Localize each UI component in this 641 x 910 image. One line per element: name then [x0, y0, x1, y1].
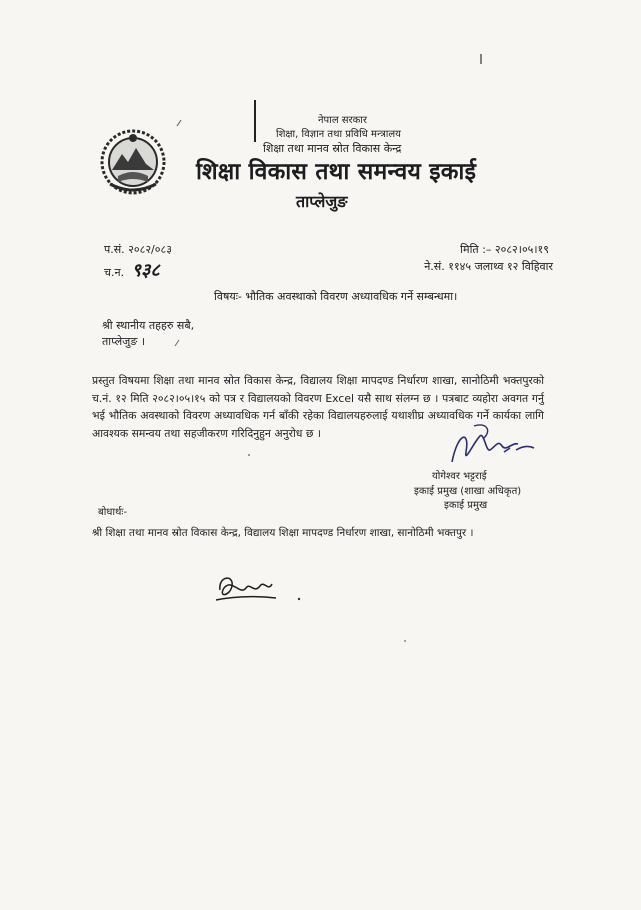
center-name: शिक्षा तथा मानव स्रोत विकास केन्द्र — [263, 142, 402, 155]
government-name: नेपाल सरकार — [318, 115, 367, 126]
ns-date: ने.सं. ११४५ जलाथ्व १२ विहिवार — [424, 260, 553, 273]
addressee-line-2: ताप्लेजुङ । — [102, 335, 145, 348]
dispatch-number: ९३८ — [131, 260, 160, 281]
scan-mark — [246, 450, 252, 460]
letter-body: प्रस्तुत विषयमा शिक्षा तथा मानव स्रोत विकास केन्द्र, विद्यालय शिक्षा मापदण्ड निर्धारण शाखा, सानोठिमी भक्तपुरको च.नं. १२ मिति २०८२।०५।१५ को पत्र र विद्यालयको विवरण Excel यसै साथ संलग्न छ । पत्रबाट व्यहोरा अवगत गर्नु भई भौतिक अवस्थाको विवरण अध्यावधिक गर्न बाँकी रहेका विद्यालयहरुलाई यथाशीघ्र अध्यावधिक गर्ने कार्यका लागि आवश्यक समन्वय तथा सहजीकरण गरिदिनुहुन अनुरोध छ । — [92, 374, 544, 440]
signatory-title-short: इकाई प्रमुख — [444, 500, 488, 511]
scan-mark — [296, 594, 302, 604]
initial-signature — [210, 566, 280, 606]
cc-label: बोधार्थः- — [98, 507, 128, 518]
subject-line: विषयः- भौतिक अवस्थाको विवरण अध्यावधिक गर्ने सम्बन्धमा। — [214, 290, 458, 303]
bs-date: मिति :– २०८२।०५।१९ — [460, 243, 549, 256]
dispatch-number-line — [104, 258, 160, 282]
scan-mark — [176, 118, 182, 128]
pen-stroke-mark — [253, 100, 257, 142]
addressee-line-1: श्री स्थानीय तहहरु सबै, — [102, 319, 195, 332]
scan-mark — [402, 636, 408, 646]
signatory-signature — [440, 422, 540, 472]
scan-mark — [174, 338, 180, 348]
scan-mark — [478, 54, 484, 64]
signatory-title: इकाई प्रमुख (शाखा अधिकृत) — [414, 486, 522, 497]
district-name: ताप्लेजुङ — [296, 192, 348, 211]
dispatch-prefix: च.न. — [104, 266, 125, 279]
office-title: शिक्षा विकास तथा समन्वय इकाई — [196, 159, 477, 185]
signatory-name: योगेश्वर भट्टराई — [432, 471, 487, 482]
cc-recipient: श्री शिक्षा तथा मानव स्रोत विकास केन्द्र, विद्यालय शिक्षा मापदण्ड निर्धारण शाखा, सानोठिमी भक्तपुर । — [92, 527, 474, 539]
nepal-emblem-icon — [98, 126, 168, 198]
ministry-name: शिक्षा, विज्ञान तथा प्रविधि मन्त्रालय — [276, 129, 401, 140]
letter-number: प.सं. २०८२/०८३ — [104, 243, 172, 256]
